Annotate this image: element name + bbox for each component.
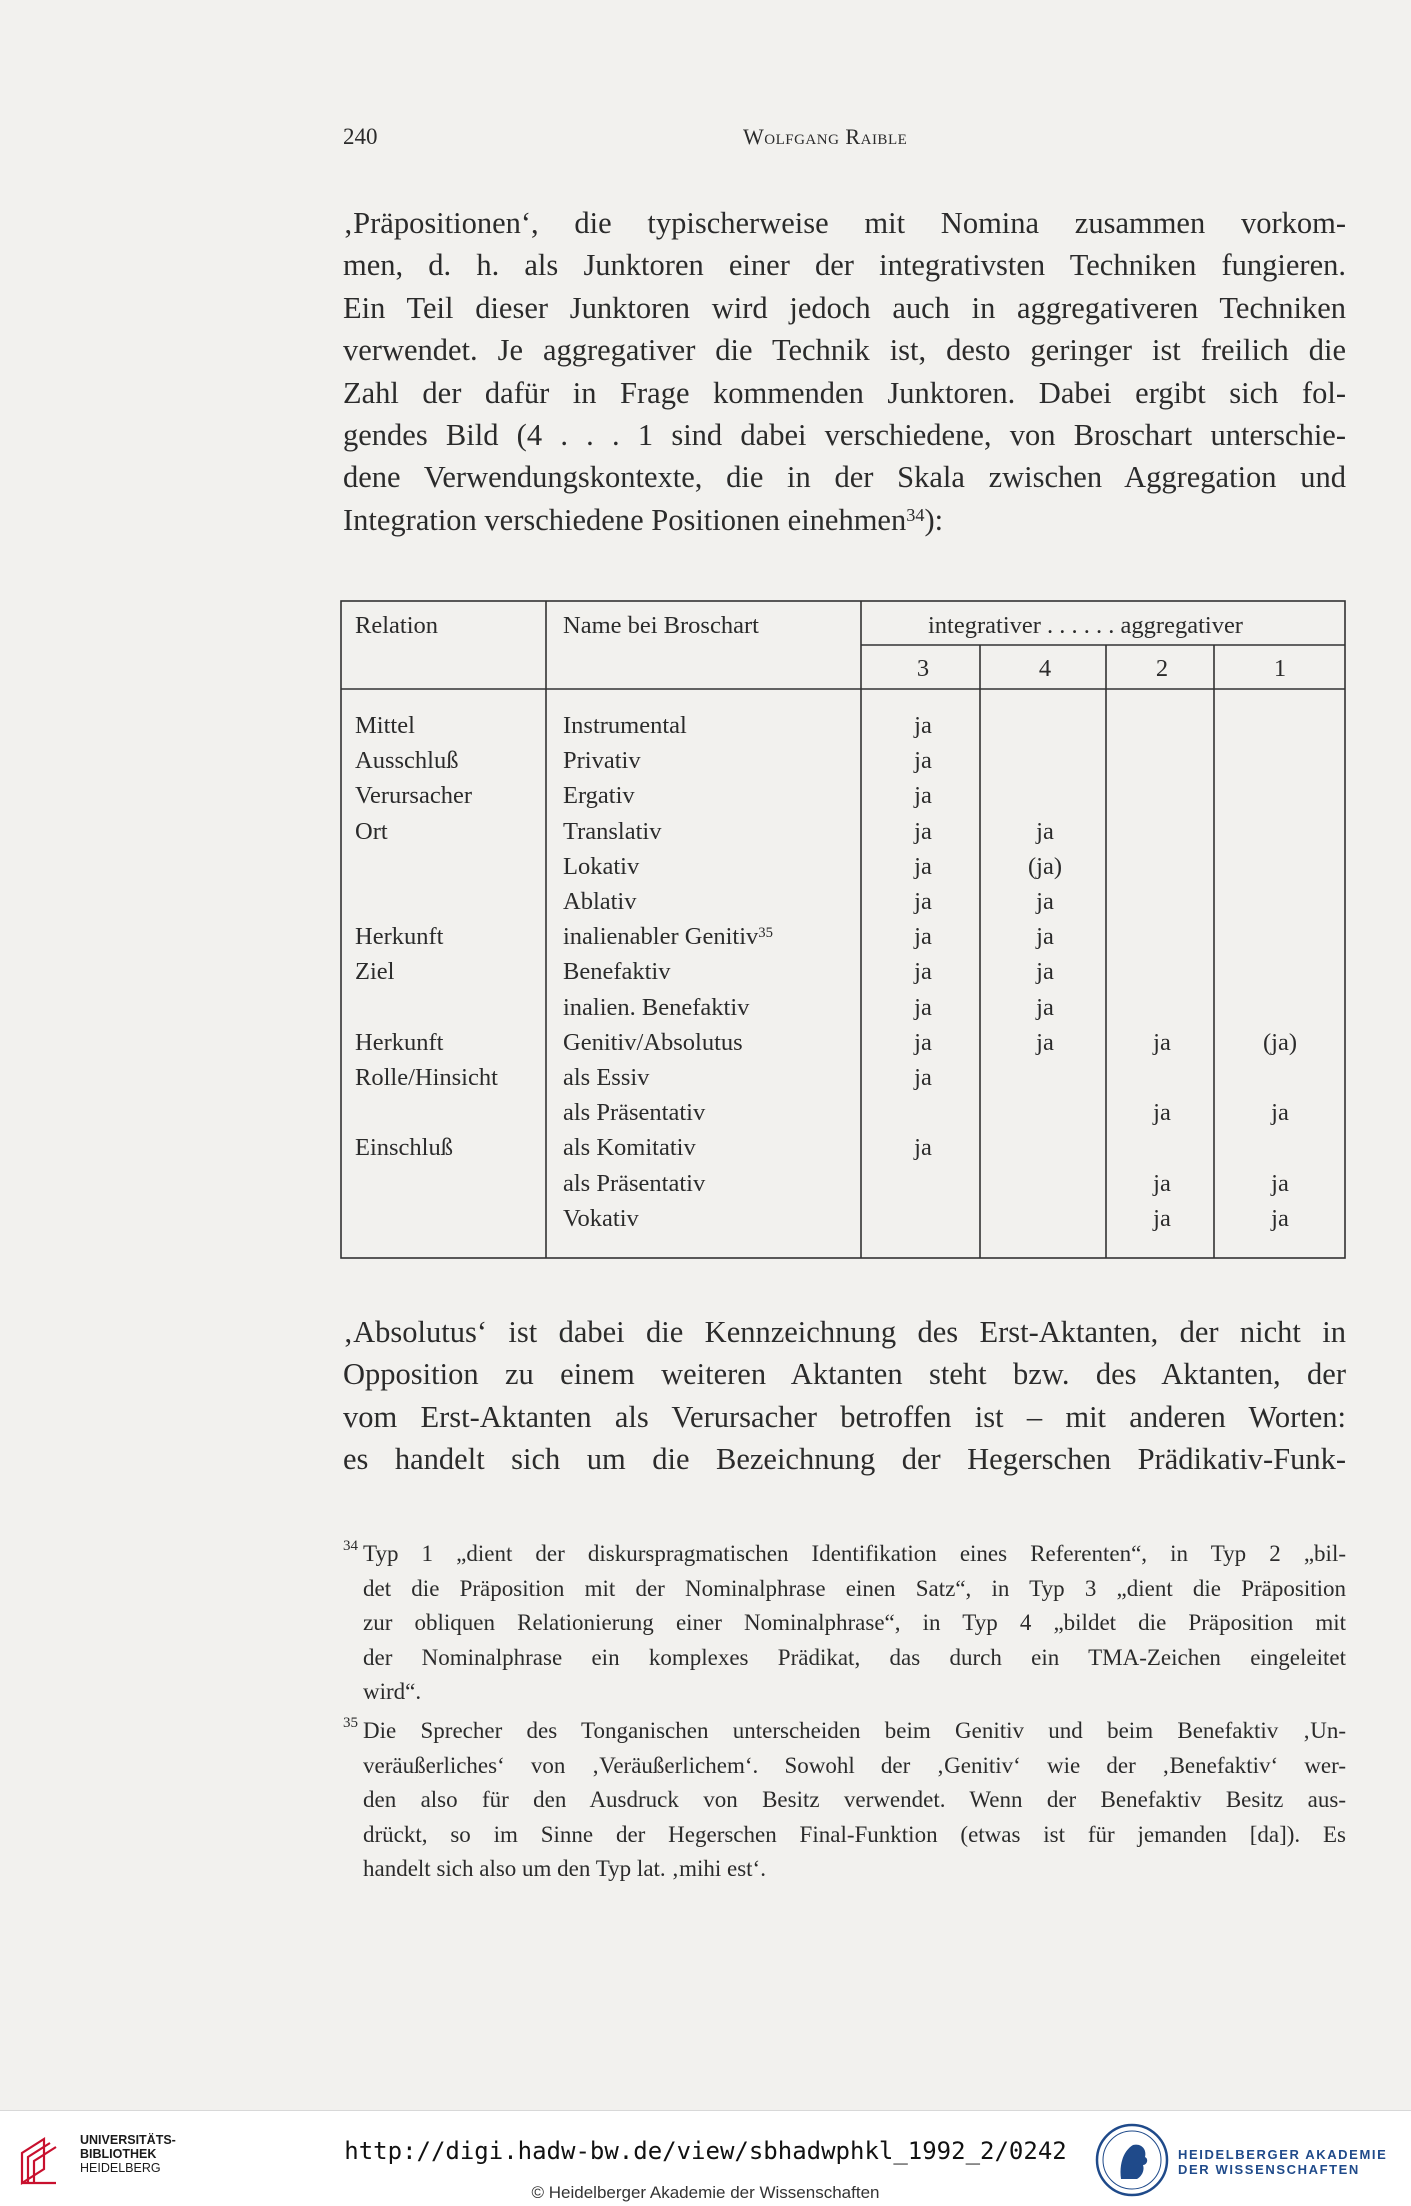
text-line: es handelt sich um die Bezeichnung der Hegerschen Prädikativ-Funk- [343,1442,1346,1477]
cell-value-4: ja [1036,958,1054,986]
cell-name: inalien. Benefaktiv [563,993,750,1021]
cell-name: Benefaktiv [563,958,671,986]
cell-name: Lokativ [563,852,640,880]
text-line: gendes Bild (4 . . . 1 sind dabei verschiedene, von Broschart unterschie- [343,418,1346,453]
footnote-line: veräußerliches‘ von ‚Veräußerlichem‘. Sowohl der ‚Genitiv‘ wie der ‚Benefaktiv‘ wer- [363,1752,1346,1778]
cell-value-3: ja [914,923,932,951]
cell-name: Ablativ [563,888,637,915]
library-name-line: BIBLIOTHEK [80,2147,157,2161]
cell-name: inalienabler Genitiv$^{35}$ [563,923,773,951]
header-relation: Relation [355,612,439,639]
footnote-line: Die Sprecher des Tonganischen unterscheiden beim Genitiv und beim Benefaktiv ‚Un- [363,1717,1346,1743]
paragraph-2 [343,1311,1346,1481]
footnote-line: zur obliquen Relationierung einer Nominalphrase“, in Typ 4 „bildet die Präposition mit [363,1610,1346,1636]
page-number: 240 [343,124,378,149]
header-col-3: 3 [916,655,930,682]
cell-name: Vokativ [563,1204,639,1232]
cell-value-1: ja [1271,1099,1289,1127]
cell-value-3: ja [914,1028,932,1056]
footnote-ref-34[interactable]: 34 [906,504,925,525]
footnote-line: Typ 1 „dient der diskurspragmatischen Identifikation eines Referenten“, in Typ 2 „bil- [363,1541,1346,1566]
footnote-mark: 35 [343,1714,358,1731]
cell-value-3: ja [914,747,932,775]
cell-relation: Herkunft [355,1028,444,1056]
cell-value-2: ja [1153,1028,1171,1056]
cell-relation: Herkunft [355,923,444,951]
cell-value-4: (ja) [1028,852,1062,880]
academy-name-line: HEIDELBERGER AKADEMIE [1178,2147,1388,2162]
cell-relation: Ziel [355,958,395,986]
cell-value-3: ja [914,1134,932,1162]
academy-name-line: DER WISSENSCHAFTEN [1178,2162,1360,2177]
cell-value-3: ja [914,852,932,880]
text-fragment: Integration verschiedene Positionen einehmen [343,502,907,537]
cell-value-3: ja [914,888,932,915]
cell-value-4: ja [1036,1028,1054,1056]
cell-relation: Ort [355,817,388,845]
permalink-url[interactable]: http://digi.hadw-bw.de/view/sbhadwphkl_1992_2/0242 [344,2137,1067,2165]
cell-value-3: ja [914,958,932,986]
cell-value-2: ja [1153,1204,1171,1232]
cell-value-2: ja [1153,1169,1171,1197]
junctor-table [340,600,1347,1260]
text-line: ‚Absolutus‘ ist dabei die Kennzeichnung des Erst-Aktanten, der nicht in [343,1315,1346,1349]
text-fragment: ): [924,502,944,537]
viewer-footer [0,2110,1411,2206]
cell-relation: Ausschluß [355,747,459,775]
header-scale: integrativer . . . . . . aggregativer [928,612,1243,639]
cell-relation: Mittel [355,712,415,739]
cell-value-3: ja [914,782,932,810]
cell-name: Ergativ [563,782,635,810]
cell-value-4: ja [1036,993,1054,1021]
footnote-35 [343,1714,1346,1887]
library-name-line: HEIDELBERG [80,2161,161,2175]
running-head: Wolfgang Raible [743,124,908,149]
text-line [343,499,1346,541]
cell-name: Privativ [563,747,641,775]
footnote-line: der Nominalphrase ein komplexes Prädikat, das durch ein TMA-Zeichen eingeleitet [363,1644,1346,1670]
cell-name: als Essiv [563,1064,650,1091]
paragraph-1 [343,202,1346,541]
cell-value-3: ja [914,817,932,845]
footnote-line: drückt, so im Sinne der Hegerschen Final-Funktion (etwas ist für jemanden [da]). Es [363,1821,1346,1847]
cell-name: Translativ [563,817,662,845]
text-line: verwendet. Je aggregativer die Technik ist, desto geringer ist freilich die [343,333,1346,368]
footnote-line: det die Präposition mit der Nominalphrase einen Satz“, in Typ 3 „dient die Präposition [363,1575,1346,1601]
cell-value-3: ja [914,993,932,1021]
text-line: ‚Präpositionen‘, die typischerweise mit Nomina zusammen vorkom- [343,206,1346,240]
cell-value-1: ja [1271,1169,1289,1197]
footnote-ref-35[interactable]: 35 [758,924,773,941]
academy-seal-icon[interactable] [1093,2121,1171,2199]
cell-name: als Komitativ [563,1134,696,1162]
table-rules [340,600,1347,1260]
footnotes [343,1537,1346,1891]
cell-name: als Präsentativ [563,1099,706,1127]
cell-value-3: ja [914,712,932,739]
library-name-line: UNIVERSITÄTS- [80,2133,176,2147]
cell-value-1: ja [1271,1204,1289,1232]
academy-name[interactable] [1178,2147,1387,2177]
copyright-notice: © Heidelberger Akademie der Wissenschaften [531,2183,880,2202]
text-line: Opposition zu einem weiteren Aktanten steht bzw. des Aktanten, der [343,1357,1346,1392]
text-line: men, d. h. als Junktoren einer der integrativsten Techniken fungieren. [343,248,1346,283]
text-line: Ein Teil dieser Junktoren wird jedoch auch in aggregativeren Techniken [343,290,1346,325]
cell-relation: Rolle/Hinsicht [355,1064,498,1091]
footnote-line: den also für den Ausdruck von Besitz verwendet. Wenn der Benefaktiv Besitz aus- [363,1787,1346,1813]
cell-name: als Präsentativ [563,1169,706,1197]
header-col-2: 2 [1155,655,1169,682]
cell-value-2: ja [1153,1099,1171,1127]
cell-value-4: ja [1036,923,1054,951]
cell-value-4: ja [1036,817,1054,845]
page-header [343,124,1346,160]
cell-value-4: ja [1036,888,1054,915]
footnote-line: handelt sich also um den Typ lat. ‚mihi est‘. [363,1856,766,1882]
header-col-1: 1 [1273,655,1287,682]
footnote-line: wird“. [363,1679,422,1705]
cell-relation: Verursacher [355,782,472,810]
cell-relation: Einschluß [355,1134,453,1162]
text-line: vom Erst-Aktanten als Verursacher betroffen ist – mit anderen Worten: [343,1399,1346,1434]
cell-value-3: ja [914,1064,932,1091]
header-name: Name bei Broschart [563,612,759,639]
cell-name: Instrumental [563,712,687,739]
footnote-34 [343,1537,1346,1710]
text-line: dene Verwendungskontexte, die in der Skala zwischen Aggregation und [343,460,1346,495]
footnote-mark: 34 [343,1538,358,1554]
cell-name: Genitiv/Absolutus [563,1028,743,1056]
cell-value-1: (ja) [1263,1028,1297,1056]
header-col-4: 4 [1038,655,1052,682]
text-line: Zahl der dafür in Frage kommenden Junktoren. Dabei ergibt sich fol- [343,375,1346,410]
